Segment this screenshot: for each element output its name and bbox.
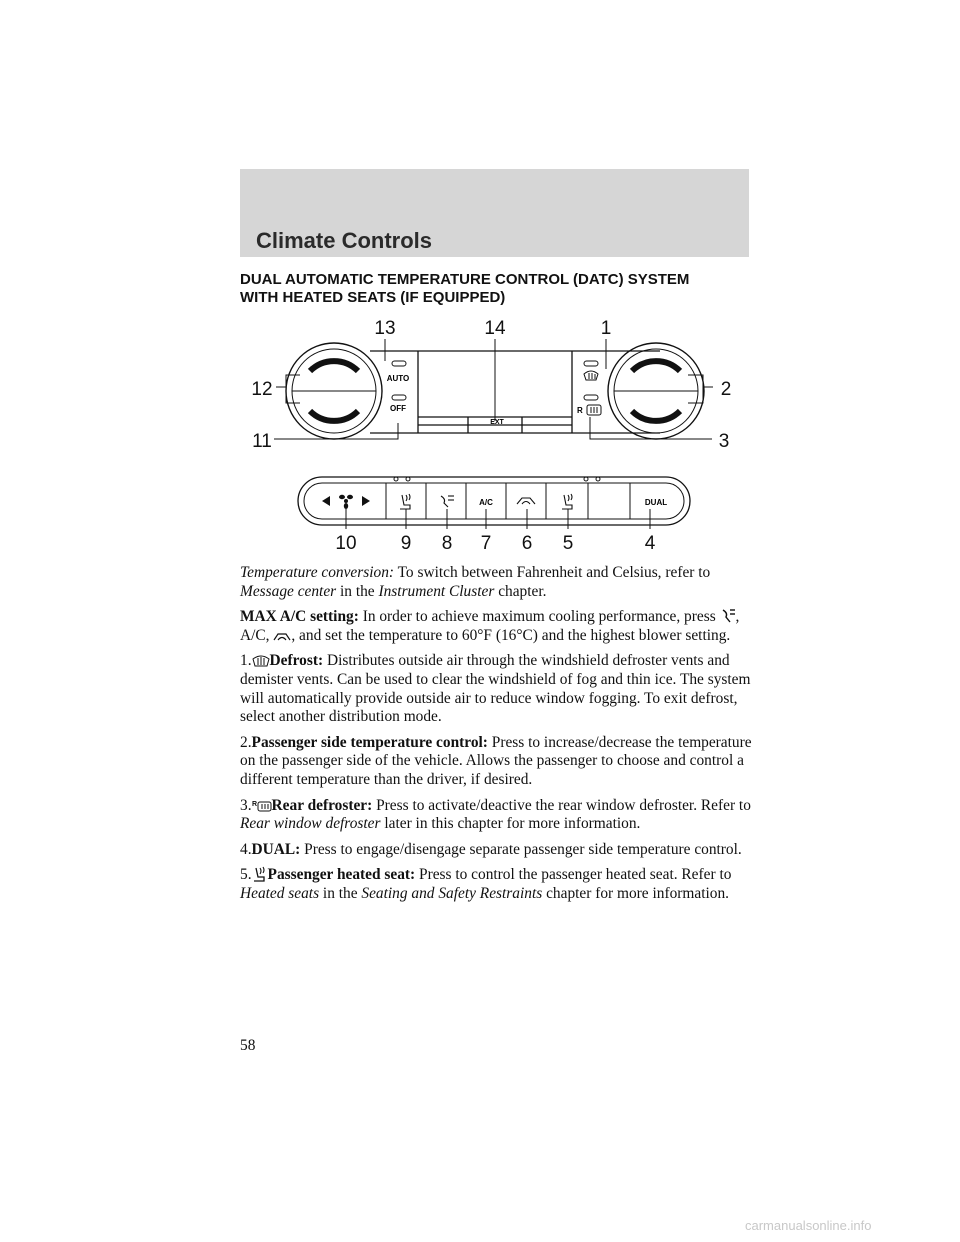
fan-icon: [339, 495, 353, 509]
callout-1: 1: [600, 318, 612, 339]
fan-speed-control: [322, 495, 370, 509]
heated-seat-icon: [252, 866, 268, 882]
callout-4: 4: [644, 533, 656, 554]
callout-9: 9: [400, 533, 412, 554]
dual-label: DUAL: [644, 498, 668, 507]
callout-10: 10: [335, 533, 357, 554]
section-title: Climate Controls: [256, 228, 433, 253]
callout-12: 12: [251, 379, 273, 400]
recirculation-icon: [273, 631, 291, 643]
datc-control-panel-diagram: [240, 305, 749, 560]
fan-increase-arrow-icon: [362, 496, 370, 506]
callout-3: 3: [718, 431, 730, 452]
heading-line-1: DUAL AUTOMATIC TEMPERATURE CONTROL (DATC) SYSTEM: [240, 271, 690, 288]
callout-2: 2: [720, 379, 732, 400]
callout-14: 14: [484, 318, 506, 339]
defrost-icon: [584, 371, 598, 380]
callout-8: 8: [441, 533, 453, 554]
svg-text:R: R: [251, 800, 257, 808]
rear-defrost-icon: [587, 405, 601, 415]
defrost-icon: [252, 654, 270, 668]
recirculation-icon: [517, 498, 535, 504]
rear-r-label: R: [577, 406, 583, 415]
paragraph-item-4-dual: 4.DUAL: Press to engage/disengage separate passenger side temperature control.: [240, 840, 742, 858]
callout-5: 5: [562, 533, 574, 554]
off-label: OFF: [390, 404, 406, 413]
paragraph-item-3-rear-defroster: 3. R Rear defroster: Press to activate/deactive the rear window defroster. Refer to Rear window defroster later in this chapter for more information.: [240, 796, 751, 833]
passenger-heated-seat-icon: [562, 494, 572, 509]
driver-temperature-knob: [286, 343, 382, 439]
driver-heated-seat-icon: [400, 494, 410, 509]
callout-7: 7: [480, 533, 492, 554]
paragraph-max-ac: MAX A/C setting: In order to achieve maximum cooling performance, press , A/C, , and set the temperature to 60°F (16°C) and the highest blower setting.: [240, 608, 740, 644]
panel-floor-mode-icon: [720, 608, 736, 624]
off-indicator-light: [392, 395, 406, 400]
paragraph-item-1-defrost: 1. Defrost: Distributes outside air through the windshield defroster vents and demister vents. Can be used to clear the windshield of fog and thin ice. The system will automatically provide outside air to reduce window fogging. To exit defrost, select another distribution mode.: [240, 652, 751, 726]
fan-decrease-arrow-icon: [322, 496, 330, 506]
rear-defrost-icon: [252, 799, 272, 813]
body-text: [240, 564, 755, 911]
heading-line-2: WITH HEATED SEATS (IF EQUIPPED): [240, 289, 506, 306]
panel-floor-mode-icon: [441, 496, 454, 507]
auto-indicator-light: [392, 361, 406, 366]
watermark-text: carmanualsonline.info: [745, 1218, 872, 1233]
callout-6: 6: [521, 533, 533, 554]
callout-11: 11: [252, 431, 272, 452]
passenger-temperature-knob: [608, 343, 704, 439]
paragraph-temperature-conversion: Temperature conversion: To switch between Fahrenheit and Celsius, refer to Message center in the Instrument Cluster chapter.: [240, 564, 711, 600]
ac-label: A/C: [479, 498, 493, 507]
ext-label: EXT: [490, 419, 504, 426]
page-heading: [240, 271, 760, 307]
page-number: 58: [240, 1037, 256, 1054]
auto-label: AUTO: [386, 374, 410, 383]
paragraph-item-2-passenger-temp: 2.Passenger side temperature control: Press to increase/decrease the temperature on the passenger side of the vehicle. Allows the passenger to choose and control a different temperature than the driver, if desired.: [240, 733, 752, 788]
lower-button-bar: [298, 477, 690, 525]
paragraph-item-5-passenger-heated-seat: 5. Passenger heated seat: Press to control the passenger heated seat. Refer to Heated seats in the Seating and Safety Restraints chapter for more information.: [240, 866, 732, 902]
rear-defrost-indicator-light: [584, 395, 598, 400]
callout-13: 13: [374, 318, 396, 339]
defrost-indicator-light: [584, 361, 598, 366]
